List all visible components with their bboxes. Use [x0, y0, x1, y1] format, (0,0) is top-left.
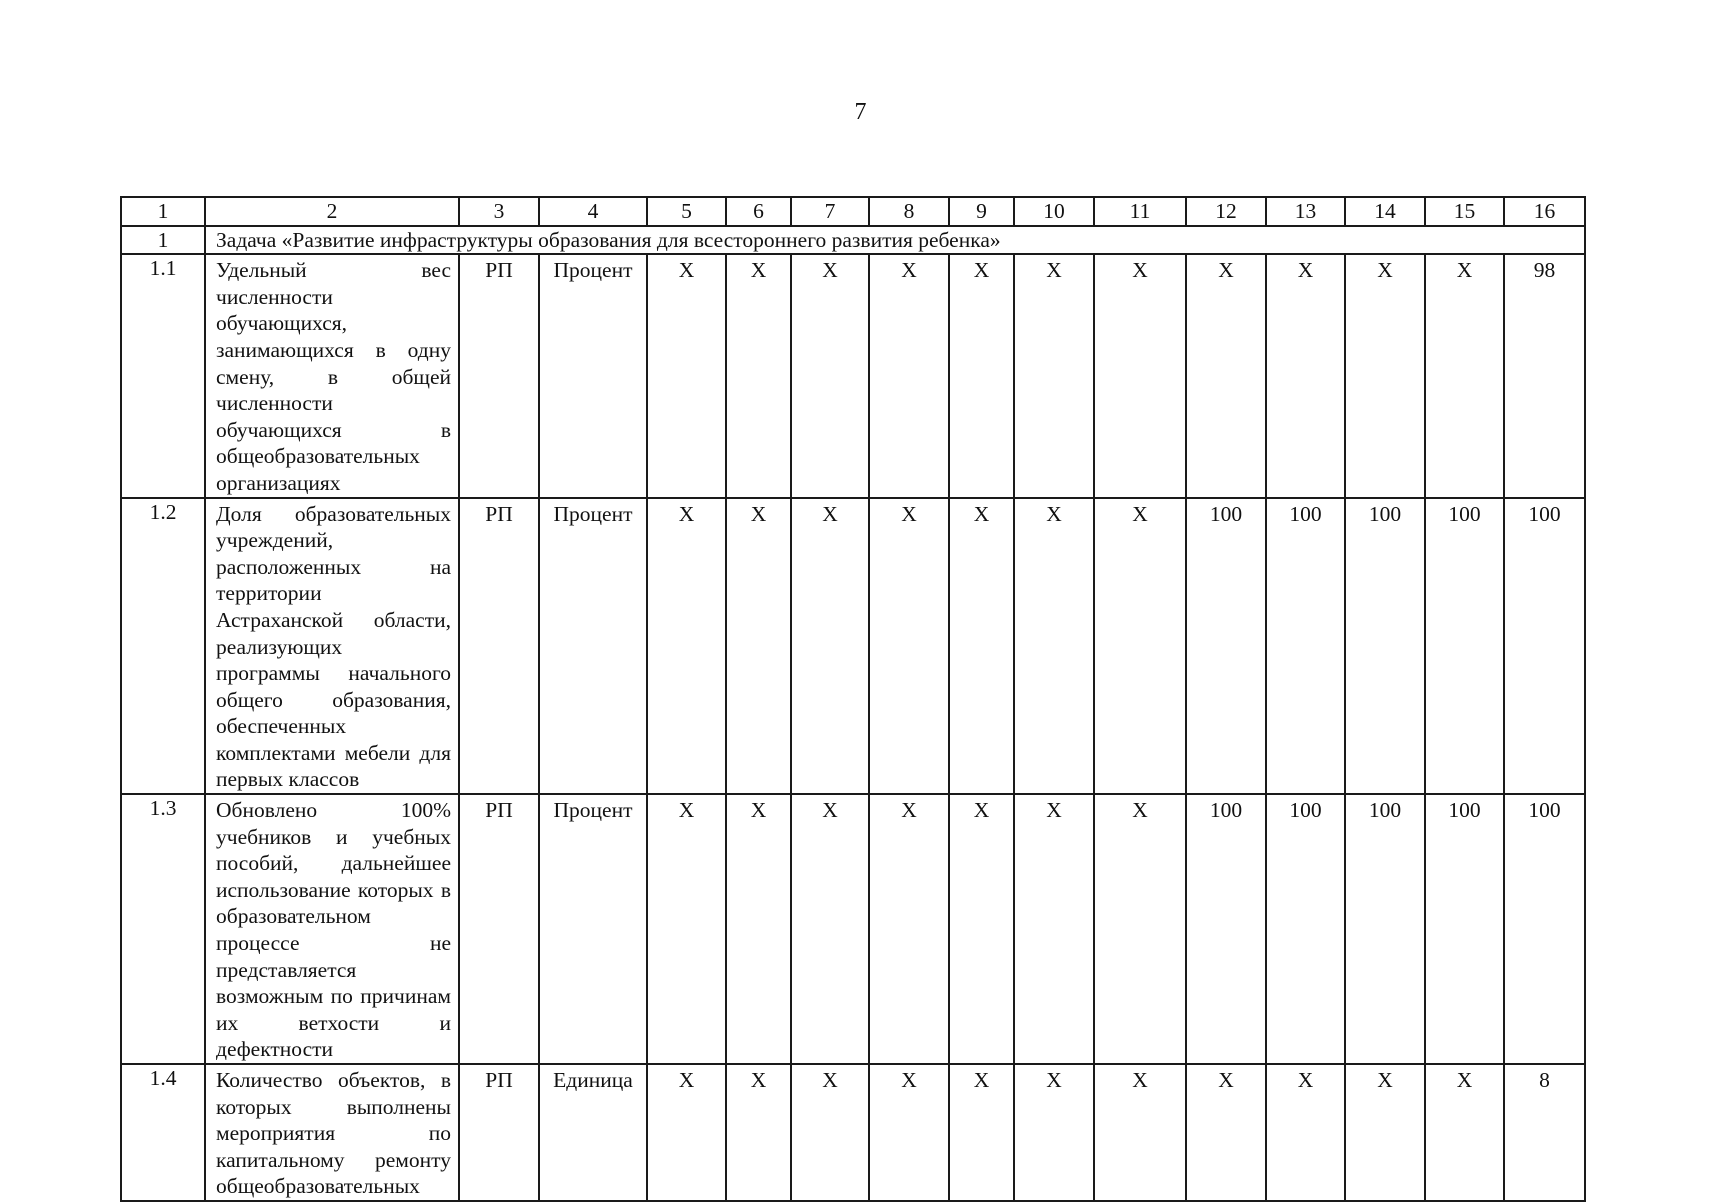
indicator-value: X — [1014, 1064, 1094, 1201]
indicator-value: X — [869, 498, 949, 795]
indicator-name: Обновлено 100% учебников и учебных пособий, дальнейшее использование которых в образовательном процессе не представляется возможным по причинам их ветхости и дефектности — [205, 794, 459, 1064]
indicator-name: Удельный вес численности обучающихся, занимающихся в одну смену, в общей численности обучающихся в общеобразовательных организациях — [205, 254, 459, 497]
indicator-value: 100 — [1504, 794, 1585, 1064]
indicator-value: X — [1014, 794, 1094, 1064]
indicator-value: X — [791, 1064, 869, 1201]
column-number: 5 — [647, 197, 726, 226]
table-row — [121, 1064, 1585, 1201]
column-number: 4 — [539, 197, 647, 226]
indicator-value: X — [1094, 1064, 1186, 1201]
indicator-unit: Процент — [539, 254, 647, 497]
indicator-value: 100 — [1345, 794, 1425, 1064]
indicator-value: X — [869, 254, 949, 497]
column-number: 3 — [459, 197, 539, 226]
column-number: 9 — [949, 197, 1014, 226]
column-number: 1 — [121, 197, 205, 226]
indicator-value: X — [1345, 254, 1425, 497]
indicator-value: X — [726, 498, 791, 795]
column-number: 12 — [1186, 197, 1266, 226]
indicators-table — [120, 196, 1586, 1202]
indicator-unit: Процент — [539, 794, 647, 1064]
indicator-value: 100 — [1345, 498, 1425, 795]
table-row — [121, 254, 1585, 497]
task-title: Задача «Развитие инфраструктуры образования для всестороннего развития ребенка» — [205, 226, 1585, 255]
indicator-value: X — [726, 1064, 791, 1201]
row-number: 1.2 — [121, 498, 205, 795]
indicator-unit: Процент — [539, 498, 647, 795]
indicator-value: X — [647, 794, 726, 1064]
indicator-value: X — [726, 254, 791, 497]
column-number: 2 — [205, 197, 459, 226]
indicator-name: Количество объектов, в которых выполнены мероприятия по капитальному ремонту общеобразовательных — [205, 1064, 459, 1201]
indicator-name: Доля образовательных учреждений, расположенных на территории Астраханской области, реализующих программы начального общего образования, обеспеченных комплектами мебели для первых классов — [205, 498, 459, 795]
indicator-value: X — [1425, 1064, 1504, 1201]
column-number: 11 — [1094, 197, 1186, 226]
indicator-value: X — [1014, 254, 1094, 497]
column-number: 16 — [1504, 197, 1585, 226]
indicator-value: X — [791, 794, 869, 1064]
indicator-value: 98 — [1504, 254, 1585, 497]
indicator-value: X — [1266, 1064, 1345, 1201]
indicator-value: X — [949, 254, 1014, 497]
indicator-value: X — [1094, 254, 1186, 497]
indicator-value: 100 — [1266, 498, 1345, 795]
column-number: 10 — [1014, 197, 1094, 226]
indicator-value: X — [791, 254, 869, 497]
indicator-value: 100 — [1266, 794, 1345, 1064]
column-number: 13 — [1266, 197, 1345, 226]
indicator-source: РП — [459, 1064, 539, 1201]
indicator-value: X — [869, 1064, 949, 1201]
page-number: 7 — [854, 99, 867, 125]
indicator-value: X — [949, 794, 1014, 1064]
task-row — [121, 226, 1585, 255]
indicator-value: X — [791, 498, 869, 795]
indicator-value: X — [647, 1064, 726, 1201]
column-number: 15 — [1425, 197, 1504, 226]
indicator-value: X — [726, 794, 791, 1064]
indicator-value: X — [1266, 254, 1345, 497]
indicator-source: РП — [459, 254, 539, 497]
indicator-value: X — [949, 1064, 1014, 1201]
indicator-source: РП — [459, 794, 539, 1064]
row-number: 1.1 — [121, 254, 205, 497]
indicator-value: 100 — [1425, 498, 1504, 795]
table-row — [121, 794, 1585, 1064]
indicator-value: X — [949, 498, 1014, 795]
indicator-value: X — [1425, 254, 1504, 497]
indicator-value: 100 — [1186, 794, 1266, 1064]
indicator-value: 8 — [1504, 1064, 1585, 1201]
column-number: 14 — [1345, 197, 1425, 226]
column-number-row — [121, 197, 1585, 226]
table-row — [121, 498, 1585, 795]
indicator-unit: Единица — [539, 1064, 647, 1201]
indicator-value: X — [1094, 498, 1186, 795]
indicator-value: X — [1345, 1064, 1425, 1201]
indicator-value: X — [1014, 498, 1094, 795]
column-number: 6 — [726, 197, 791, 226]
column-number: 7 — [791, 197, 869, 226]
indicator-value: 100 — [1425, 794, 1504, 1064]
indicator-value: X — [1094, 794, 1186, 1064]
indicator-value: X — [647, 498, 726, 795]
column-number: 8 — [869, 197, 949, 226]
indicator-value: X — [869, 794, 949, 1064]
indicator-value: 100 — [1504, 498, 1585, 795]
row-number: 1.4 — [121, 1064, 205, 1201]
row-number: 1.3 — [121, 794, 205, 1064]
task-number: 1 — [121, 226, 205, 255]
indicator-source: РП — [459, 498, 539, 795]
indicator-value: X — [647, 254, 726, 497]
indicator-value: X — [1186, 254, 1266, 497]
indicator-value: X — [1186, 1064, 1266, 1201]
indicator-value: 100 — [1186, 498, 1266, 795]
